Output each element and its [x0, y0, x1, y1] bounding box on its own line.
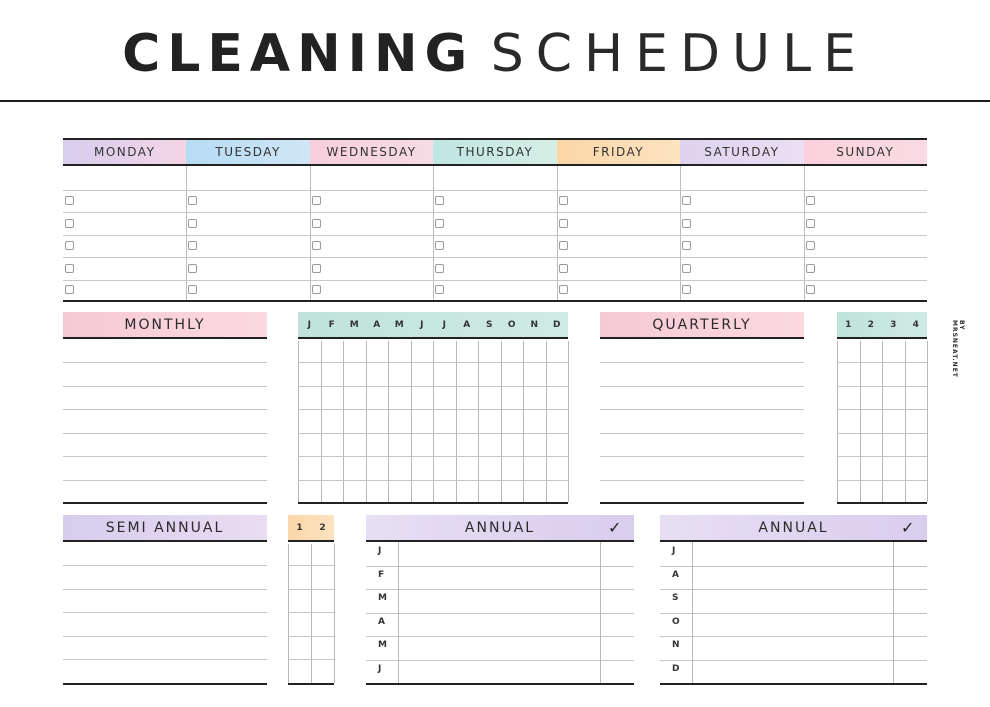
label-column-line	[398, 542, 399, 683]
months-header	[298, 312, 568, 339]
month-row-label: S	[672, 593, 679, 603]
task-checkbox[interactable]	[559, 219, 568, 228]
task-checkbox[interactable]	[65, 196, 74, 205]
task-checkbox[interactable]	[806, 285, 815, 294]
annual-row-line[interactable]	[366, 589, 634, 590]
task-checkbox[interactable]	[435, 264, 444, 273]
section-bottom-rule	[63, 502, 267, 504]
weekly-grid	[63, 138, 927, 302]
check-column-line	[600, 542, 601, 683]
day-header: FRIDAY	[557, 140, 680, 166]
ruled-line[interactable]	[63, 589, 267, 590]
grid-row-line	[288, 659, 334, 660]
ruled-line[interactable]	[600, 362, 804, 363]
row-line	[63, 235, 927, 236]
task-checkbox[interactable]	[682, 241, 691, 250]
month-label: F	[328, 320, 335, 330]
month-label: D	[553, 320, 561, 330]
ruled-line[interactable]	[600, 433, 804, 434]
month-label: M	[349, 320, 359, 330]
ruled-line[interactable]	[63, 456, 267, 457]
grid-row-line	[288, 636, 334, 637]
halves-header	[288, 515, 334, 542]
month-row-label: M	[378, 593, 387, 603]
month-label: A	[373, 320, 381, 330]
section-bottom-rule	[288, 683, 334, 685]
day-column	[433, 140, 556, 300]
month-label: J	[442, 320, 446, 330]
task-checkbox[interactable]	[312, 241, 321, 250]
grid-column-line	[837, 341, 838, 502]
grid-row-line	[298, 362, 568, 363]
day-column	[680, 140, 803, 300]
task-checkbox[interactable]	[559, 264, 568, 273]
grid-column-line	[343, 341, 344, 502]
task-checkbox[interactable]	[188, 196, 197, 205]
grid-column-line	[546, 341, 547, 502]
task-checkbox[interactable]	[682, 285, 691, 294]
half-label: 2	[319, 523, 326, 533]
month-row-label: J	[672, 546, 676, 556]
title-light: SCHEDULE	[490, 24, 868, 84]
day-header: SATURDAY	[680, 140, 803, 166]
ruled-line[interactable]	[600, 386, 804, 387]
month-row-label: O	[672, 616, 680, 627]
quarter-label: 4	[912, 320, 919, 330]
grid-row-line	[837, 456, 927, 457]
day-column	[310, 140, 433, 300]
day-header: THURSDAY	[433, 140, 556, 166]
task-checkbox[interactable]	[312, 196, 321, 205]
month-label: S	[486, 320, 493, 330]
month-row-label: N	[672, 640, 680, 650]
month-label: O	[507, 320, 516, 330]
quarterly-header	[600, 312, 804, 339]
grid-row-line	[837, 409, 927, 410]
day-header: WEDNESDAY	[310, 140, 433, 166]
month-row-label: A	[378, 616, 385, 627]
grid-row-line	[298, 433, 568, 434]
grid-column-line	[321, 341, 322, 502]
check-column-line	[893, 542, 894, 683]
ruled-line[interactable]	[600, 456, 804, 457]
ruled-line[interactable]	[63, 480, 267, 481]
quarter-label: 2	[867, 320, 874, 330]
ruled-line[interactable]	[63, 433, 267, 434]
quarter-label: 3	[890, 320, 897, 330]
section-bottom-rule	[600, 502, 804, 504]
title-bold: CLEANING	[122, 24, 475, 84]
month-label: A	[463, 320, 471, 330]
annual-row-line[interactable]	[660, 566, 927, 567]
grid-row-line	[837, 433, 927, 434]
grid-column-line	[905, 341, 906, 502]
grid-row-line	[837, 362, 927, 363]
annual-row-line[interactable]	[366, 636, 634, 637]
task-checkbox[interactable]	[559, 196, 568, 205]
day-column	[63, 140, 186, 300]
grid-row-line	[298, 409, 568, 410]
row-line	[63, 280, 927, 281]
month-row-label: J	[378, 546, 382, 556]
grid-column-line	[433, 341, 434, 502]
month-row-label: D	[672, 663, 680, 674]
grid-row-line	[298, 386, 568, 387]
task-checkbox[interactable]	[435, 219, 444, 228]
task-checkbox[interactable]	[682, 219, 691, 228]
day-column	[186, 140, 309, 300]
day-column	[804, 140, 927, 300]
task-checkbox[interactable]	[65, 264, 74, 273]
task-checkbox[interactable]	[682, 264, 691, 273]
grid-row-line	[837, 386, 927, 387]
task-checkbox[interactable]	[435, 285, 444, 294]
task-checkbox[interactable]	[806, 196, 815, 205]
annual-label-1: ANNUAL	[464, 520, 536, 536]
task-checkbox[interactable]	[312, 285, 321, 294]
ruled-line[interactable]	[600, 409, 804, 410]
task-checkbox[interactable]	[435, 241, 444, 250]
annual-row-line[interactable]	[660, 660, 927, 661]
task-checkbox[interactable]	[65, 285, 74, 294]
monthly-header	[63, 312, 267, 339]
label-column-line	[692, 542, 693, 683]
grid-column-line	[388, 341, 389, 502]
task-checkbox[interactable]	[312, 219, 321, 228]
section-bottom-rule	[298, 502, 568, 504]
grid-row-line	[288, 565, 334, 566]
grid-row-line	[298, 456, 568, 457]
grid-column-line	[501, 341, 502, 502]
grid-column-line	[478, 341, 479, 502]
section-bottom-rule	[63, 683, 267, 685]
ruled-line[interactable]	[63, 636, 267, 637]
grid-column-line	[523, 341, 524, 502]
monthly-label: MONTHLY	[124, 317, 206, 333]
month-row-label: A	[672, 569, 679, 580]
grid-row-line	[837, 480, 927, 481]
task-checkbox[interactable]	[435, 196, 444, 205]
credit-text: BY MRSNEAT.NET	[951, 320, 965, 378]
task-checkbox[interactable]	[65, 219, 74, 228]
grid-column-line	[860, 341, 861, 502]
annual-row-line[interactable]	[660, 613, 927, 614]
day-column	[557, 140, 680, 300]
section-bottom-rule	[660, 683, 927, 685]
annual-header-2	[660, 515, 927, 542]
grid-column-line	[334, 544, 335, 683]
task-checkbox[interactable]	[188, 285, 197, 294]
ruled-line[interactable]	[63, 386, 267, 387]
grid-column-line	[456, 341, 457, 502]
task-checkbox[interactable]	[559, 285, 568, 294]
month-row-label: M	[378, 640, 387, 650]
row-line	[63, 257, 927, 258]
quarters-header	[837, 312, 927, 339]
annual-row-line[interactable]	[366, 566, 634, 567]
annual-header-1	[366, 515, 634, 542]
quarterly-label: QUARTERLY	[652, 317, 752, 333]
task-checkbox[interactable]	[188, 219, 197, 228]
task-checkbox[interactable]	[65, 241, 74, 250]
row-line	[63, 190, 927, 191]
semi-annual-header	[63, 515, 267, 542]
ruled-line[interactable]	[63, 565, 267, 566]
month-label: J	[420, 320, 424, 330]
annual-row-line[interactable]	[660, 589, 927, 590]
day-header: MONDAY	[63, 140, 186, 166]
semi-annual-label: SEMI ANNUAL	[105, 520, 225, 536]
grid-column-line	[927, 341, 928, 502]
annual-row-line[interactable]	[366, 660, 634, 661]
month-label: N	[530, 320, 539, 330]
month-label: M	[394, 320, 404, 330]
grid-column-line	[882, 341, 883, 502]
task-checkbox[interactable]	[806, 264, 815, 273]
ruled-line[interactable]	[63, 409, 267, 410]
ruled-line[interactable]	[63, 612, 267, 613]
task-checkbox[interactable]	[188, 241, 197, 250]
ruled-line[interactable]	[63, 659, 267, 660]
section-bottom-rule	[366, 683, 634, 685]
task-checkbox[interactable]	[806, 219, 815, 228]
ruled-line[interactable]	[63, 362, 267, 363]
page-title	[0, 22, 990, 86]
quarter-label: 1	[845, 320, 852, 330]
check-icon: ✓	[608, 518, 622, 537]
grid-column-line	[366, 341, 367, 502]
section-bottom-rule	[837, 502, 927, 504]
grid-column-line	[411, 341, 412, 502]
annual-row-line[interactable]	[366, 613, 634, 614]
day-header: SUNDAY	[804, 140, 927, 166]
title-divider	[0, 100, 990, 102]
row-line	[63, 212, 927, 213]
grid-column-line	[568, 341, 569, 502]
task-checkbox[interactable]	[188, 264, 197, 273]
month-row-label: J	[378, 663, 382, 674]
ruled-line[interactable]	[600, 480, 804, 481]
grid-column-line	[298, 341, 299, 502]
day-header: TUESDAY	[186, 140, 309, 166]
grid-row-line	[288, 589, 334, 590]
annual-row-line[interactable]	[660, 636, 927, 637]
task-checkbox[interactable]	[682, 196, 691, 205]
annual-label-2: ANNUAL	[758, 520, 829, 536]
task-checkbox[interactable]	[559, 241, 568, 250]
grid-row-line	[288, 612, 334, 613]
half-label: 1	[296, 523, 303, 533]
task-checkbox[interactable]	[312, 264, 321, 273]
month-row-label: F	[378, 569, 385, 580]
task-checkbox[interactable]	[806, 241, 815, 250]
grid-row-line	[298, 480, 568, 481]
month-label: J	[307, 320, 311, 330]
check-icon: ✓	[901, 518, 915, 537]
